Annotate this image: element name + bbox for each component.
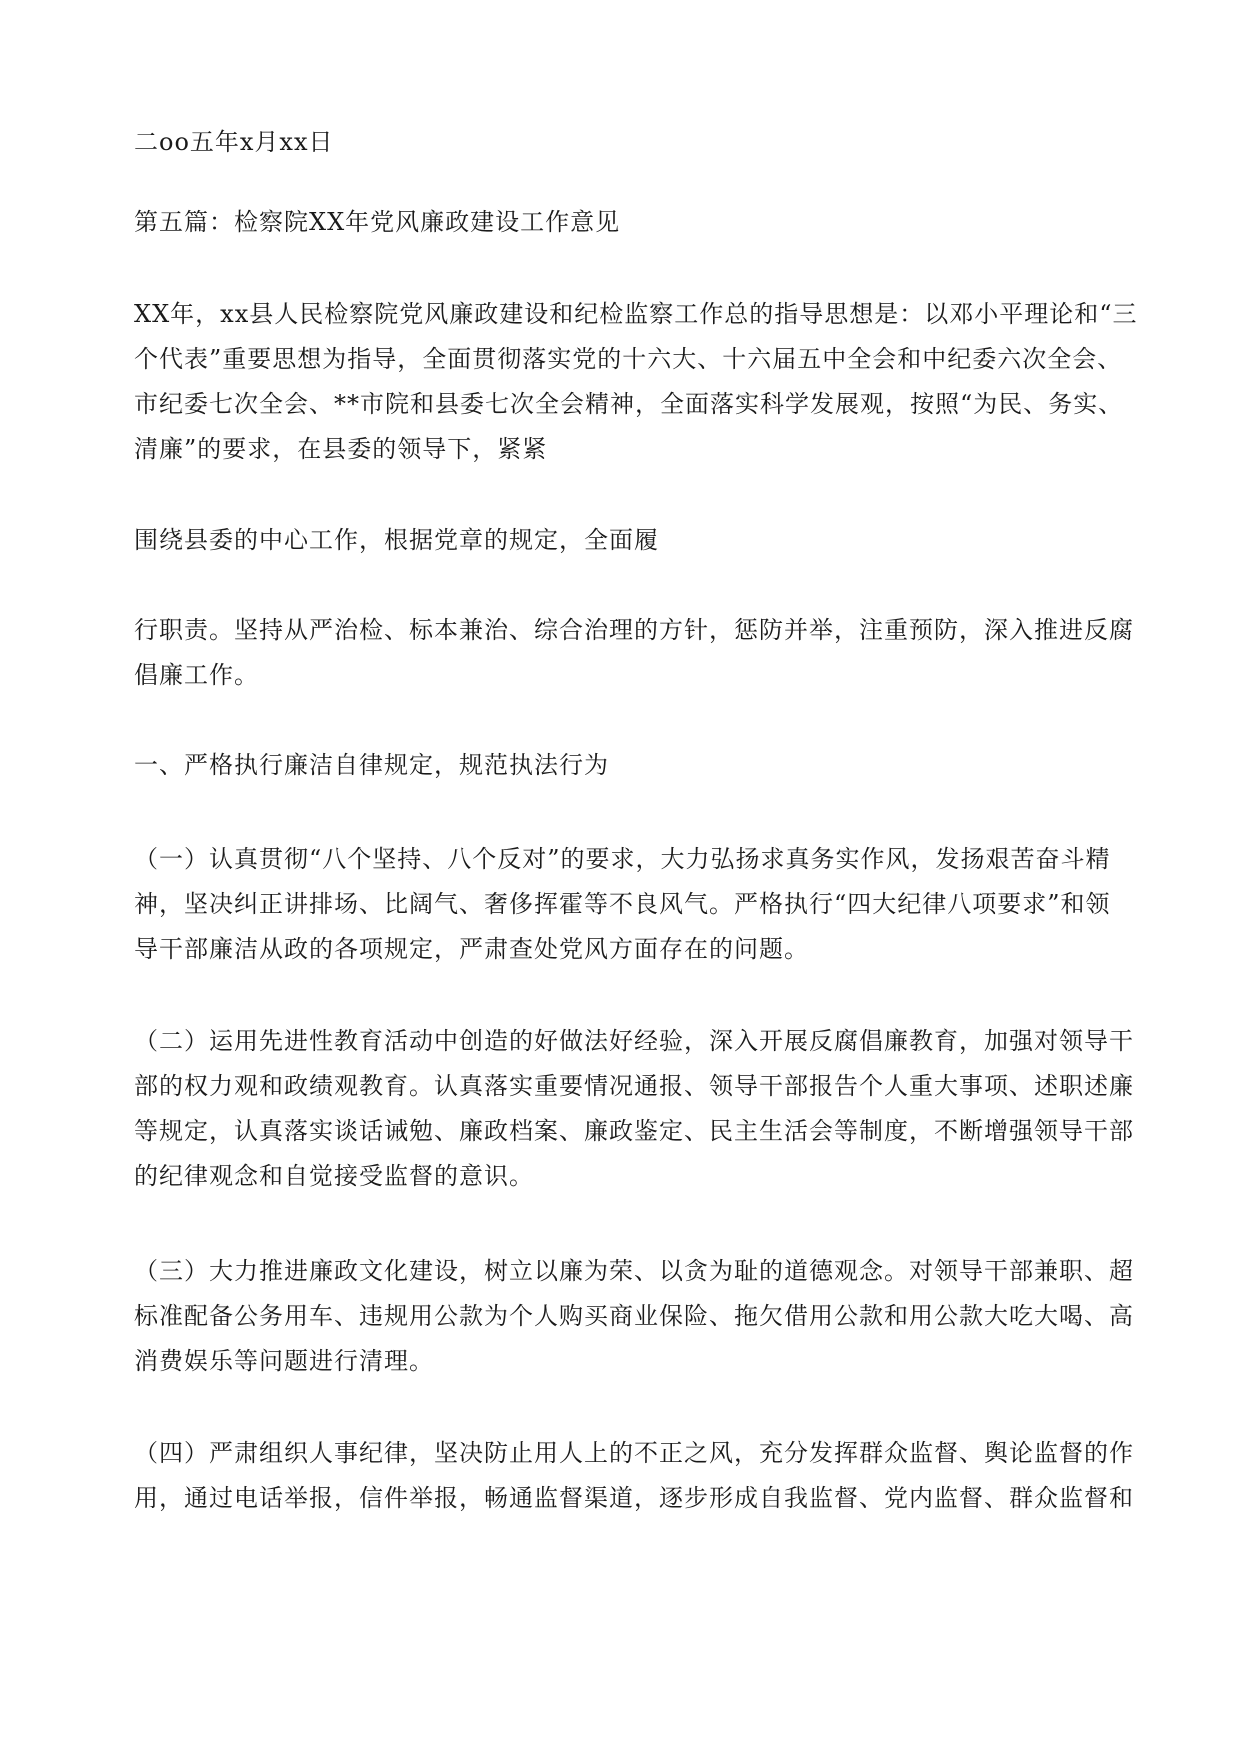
item-2-line: 等规定，认真落实谈话诫勉、廉政档案、廉政鉴定、民主生活会等制度，不断增强领导干部	[134, 1117, 1134, 1145]
item-1-line: （一）认真贯彻“八个坚持、八个反对”的要求，大力弘扬求真务实作风，发扬艰苦奋斗精	[134, 845, 1111, 873]
date-line	[134, 120, 1124, 165]
item-1-paragraph	[134, 837, 1124, 972]
duty-paragraph	[134, 608, 1134, 698]
item-4-paragraph	[134, 1431, 1134, 1521]
item-2-line: 的纪律观念和自觉接受监督的意识。	[134, 1162, 534, 1190]
section-heading	[134, 743, 1124, 788]
item-3-paragraph	[134, 1249, 1134, 1384]
intro-line: 市纪委七次全会、**市院和县委七次全会精神，全面落实科学发展观，按照“为民、务实、	[134, 390, 1124, 418]
section-heading-text: 一、严格执行廉洁自律规定，规范执法行为	[134, 751, 609, 779]
article-title	[134, 200, 1124, 245]
duty-line: 行职责。坚持从严治检、标本兼治、综合治理的方针，惩防并举，注重预防，深入推进反腐	[134, 616, 1134, 644]
item-1-line: 神，坚决纠正讲排场、比阔气、奢侈挥霍等不良风气。严格执行“四大纪律八项要求”和领	[134, 890, 1111, 918]
item-1-line: 导干部廉洁从政的各项规定，严肃查处党风方面存在的问题。	[134, 935, 809, 963]
item-3-line: 消费娱乐等问题进行清理。	[134, 1347, 434, 1375]
item-2-paragraph	[134, 1019, 1134, 1199]
intro-line: 清廉”的要求，在县委的领导下，紧紧	[134, 435, 548, 463]
fragment-line: 围绕县委的中心工作，根据党章的规定，全面履	[134, 526, 659, 554]
item-3-line: 标准配备公务用车、违规用公款为个人购买商业保险、拖欠借用公款和用公款大吃大喝、高	[134, 1302, 1134, 1330]
item-2-line: （二）运用先进性教育活动中创造的好做法好经验，深入开展反腐倡廉教育，加强对领导干	[134, 1027, 1134, 1055]
item-4-line: 用，通过电话举报，信件举报，畅通监督渠道，逐步形成自我监督、党内监督、群众监督和	[134, 1484, 1134, 1512]
fragment-paragraph	[134, 518, 1124, 563]
intro-paragraph	[134, 292, 1138, 472]
item-3-line: （三）大力推进廉政文化建设，树立以廉为荣、以贪为耻的道德观念。对领导干部兼职、超	[134, 1257, 1134, 1285]
item-4-line: （四）严肃组织人事纪律，坚决防止用人上的不正之风，充分发挥群众监督、舆论监督的作	[134, 1439, 1134, 1467]
intro-line: 个代表”重要思想为指导，全面贯彻落实党的十六大、十六届五中全会和中纪委六次全会、	[134, 345, 1123, 373]
item-2-line: 部的权力观和政绩观教育。认真落实重要情况通报、领导干部报告个人重大事项、述职述廉	[134, 1072, 1134, 1100]
intro-line: XX年，xx县人民检察院党风廉政建设和纪检监察工作总的指导思想是：以邓小平理论和“三	[134, 300, 1138, 328]
title-text: 第五篇：检察院XX年党风廉政建设工作意见	[134, 208, 621, 236]
date-text: 二oo五年x月xx日	[134, 128, 334, 156]
duty-line: 倡廉工作。	[134, 661, 259, 689]
